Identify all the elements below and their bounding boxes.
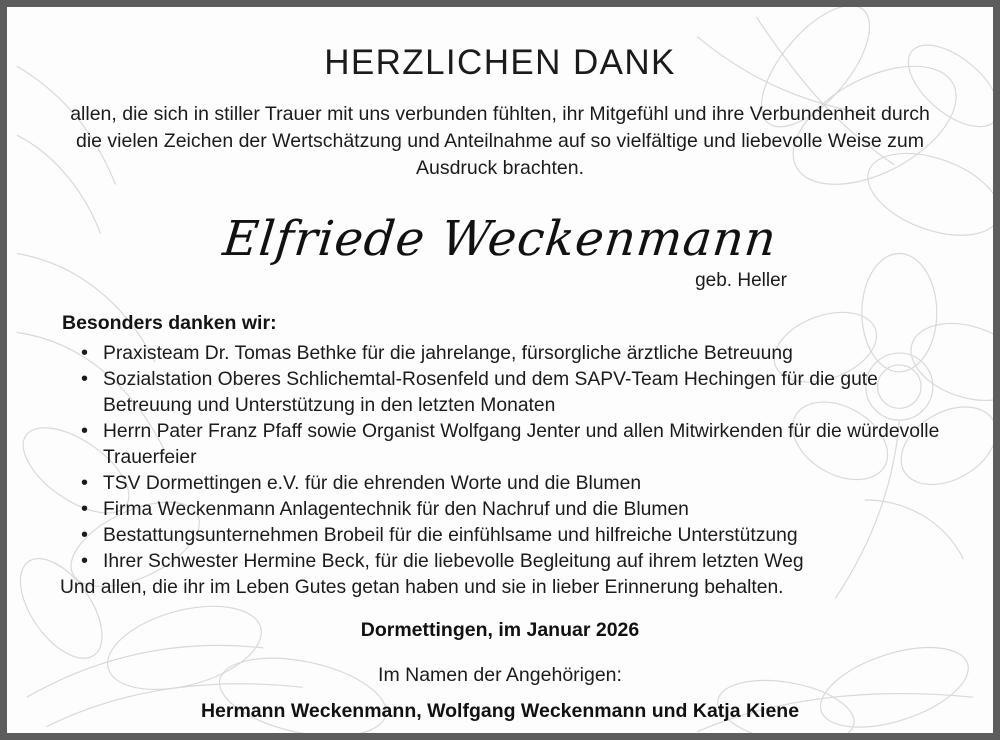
list-item: • Firma Weckenmann Anlagentechnik für den Nachruf und die Blumen — [77, 497, 963, 523]
list-item: • Praxisteam Dr. Tomas Bethke für die jahrelange, fürsorgliche ärztliche Betreuung — [77, 341, 963, 367]
list-item: • Sozialstation Oberes Schlichemtal-Rosenfeld und dem SAPV-Team Hechingen für die gute Betreuung und Unterstützung in den letzten Monaten — [77, 367, 963, 419]
page-title: HERZLICHEN DANK — [324, 43, 676, 82]
deceased-name: Elfriede Weckenmann — [220, 211, 780, 267]
list-item: • TSV Dormettingen e.V. für die ehrenden Worte und die Blumen — [77, 471, 963, 497]
thanks-heading: Besonders danken wir: — [62, 312, 277, 334]
place-and-date: Dormettingen, im Januar 2026 — [360, 619, 640, 641]
deceased-maiden-name: geb. Heller — [695, 270, 787, 291]
thanks-closing-text: Und allen, die ihr im Leben Gutes getan haben und sie in lieber Erinnerung behalten. — [60, 577, 784, 598]
intro-text: allen, die sich in stiller Trauer mit uns verbunden fühlten, ihr Mitgefühl und ihre Verbundenheit durch die vielen Zeichen der Wertschätzung und Anteilnahme auf so vielfältige und liebevolle Weise zum Ausdruck brachten. — [70, 103, 930, 179]
list-item: • Ihrer Schwester Hermine Beck, für die liebevolle Begleitung auf ihrem letzten Weg — [77, 549, 963, 575]
thanks-list — [37, 341, 963, 575]
family-names: Hermann Weckenmann, Wolfgang Weckenmann und Katja Kiene — [200, 700, 800, 722]
card-content — [7, 7, 993, 733]
list-item: • Bestattungsunternehmen Brobeil für die einfühlsame und hilfreiche Unterstützung — [77, 523, 963, 549]
on-behalf-label: Im Namen der Angehörigen: — [378, 664, 622, 686]
list-item: • Herrn Pater Franz Pfaff sowie Organist Wolfgang Jenter und allen Mitwirkenden für die würdevolle Trauerfeier — [77, 419, 963, 471]
